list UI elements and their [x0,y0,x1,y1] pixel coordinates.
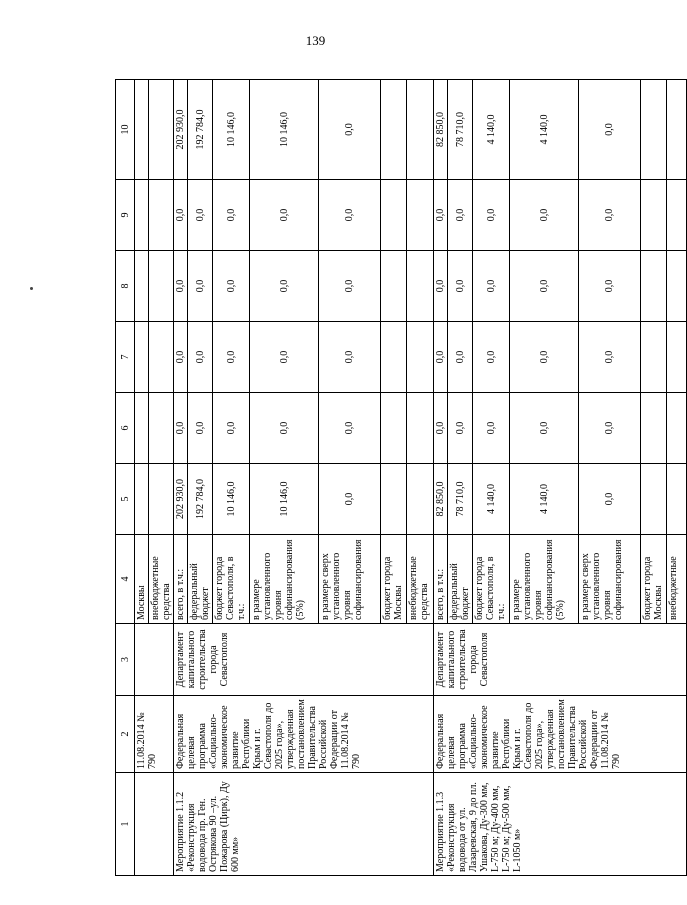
table-frame [115,80,679,876]
value-cell [407,180,434,251]
value-cell: 0,0 [174,251,188,322]
source-label: в размере установленного уровня софинансирования (5%) [510,535,579,624]
value-cell: 4 140,0 [473,80,510,180]
source-label: в размере сверх установленного уровня софинансирования [319,535,381,624]
value-cell: 0,0 [579,322,641,393]
value-cell [667,393,687,464]
value-cell [407,393,434,464]
value-cell [667,322,687,393]
source-label: внебюджетные средства [149,535,174,624]
continuation-col2: 11.08.2014 № 790 [135,696,174,773]
value-cell: 10 146,0 [250,464,319,535]
value-cell: 0,0 [510,393,579,464]
value-cell: 0,0 [174,180,188,251]
value-cell: 0,0 [473,251,510,322]
measure-row [434,80,448,876]
value-cell: 0,0 [250,180,319,251]
value-cell: 192 784,0 [188,80,213,180]
header-cell: 1 [116,773,135,876]
value-cell [667,180,687,251]
value-cell [407,80,434,180]
measure-program: Федеральная целевая программа «Социально-экономическое развитие Республики Крым и г. Севастополя до 2025 года», утвержденная постановлением Правительства Российской Федерации от 11.08.2014 № 790 [434,696,687,773]
source-label: в размере установленного уровня софинансирования (5%) [250,535,319,624]
value-cell: 0,0 [319,393,381,464]
value-cell: 10 146,0 [250,80,319,180]
value-cell: 10 146,0 [213,80,250,180]
value-cell: 0,0 [579,180,641,251]
header-cell: 4 [116,535,135,624]
value-cell [381,180,407,251]
value-cell [667,251,687,322]
value-cell [407,464,434,535]
scan-dot [30,287,33,290]
header-cell: 9 [116,180,135,251]
value-cell [381,322,407,393]
budget-table [115,79,687,876]
header-cell: 5 [116,464,135,535]
value-cell: 0,0 [510,251,579,322]
source-label: бюджет города Москвы [381,535,407,624]
value-cell [381,80,407,180]
value-cell: 0,0 [213,251,250,322]
source-label: бюджет города Севастополя, в т.ч.: [213,535,250,624]
measure-title: Мероприятие 1.1.3 «Реконструкция водовода от ул. Лазаревская, 9 до пл. Ушакова, Ду-300 мм, L-750 м; Ду-400 мм, L-750 м; Ду-500 мм, L-1050 м» [434,773,687,876]
value-cell: 0,0 [174,322,188,393]
value-cell [641,80,667,180]
value-cell: 0,0 [213,393,250,464]
value-cell: 0,0 [250,322,319,393]
value-cell: 0,0 [579,393,641,464]
value-cell [641,251,667,322]
source-label: бюджет города Севастополя, в т.ч.: [473,535,510,624]
continuation-row [135,80,149,876]
value-cell [381,393,407,464]
value-cell: 0,0 [319,464,381,535]
measure-row [174,80,188,876]
value-cell [149,251,174,322]
value-cell: 0,0 [213,180,250,251]
value-cell [135,322,149,393]
value-cell: 0,0 [579,251,641,322]
value-cell [407,251,434,322]
measure-program: Федеральная целевая программа «Социально-экономическое развитие Республики Крым и г. Севастополя до 2025 года», утвержденная постановлением Правительства Российской Федерации от 11.08.2014 № 790 [174,696,434,773]
value-cell [641,464,667,535]
value-cell [149,322,174,393]
header-cell: 6 [116,393,135,464]
header-cell: 3 [116,624,135,696]
measure-executor: Департамент капитального строительства города Севастополя [434,624,687,696]
source-label: в размере сверх установленного уровня софинансирования [579,535,641,624]
value-cell: 0,0 [250,251,319,322]
value-cell: 4 140,0 [510,80,579,180]
value-cell: 0,0 [250,393,319,464]
value-cell: 0,0 [579,464,641,535]
value-cell: 0,0 [188,180,213,251]
value-cell: 0,0 [473,180,510,251]
measure-executor: Департамент капитального строительства города Севастополя [174,624,434,696]
value-cell: 0,0 [473,322,510,393]
value-cell: 0,0 [579,80,641,180]
value-cell: 0,0 [319,251,381,322]
value-cell [149,393,174,464]
value-cell [641,180,667,251]
value-cell: 0,0 [473,393,510,464]
value-cell [135,180,149,251]
value-cell: 82 850,0 [434,80,448,180]
value-cell: 202 930,0 [174,80,188,180]
source-label: внебюджетные средства [407,535,434,624]
value-cell: 0,0 [510,180,579,251]
source-label: федеральный бюджет [188,535,213,624]
source-label: Москвы [135,535,149,624]
value-cell: 0,0 [434,393,448,464]
value-cell: 4 140,0 [510,464,579,535]
header-row [116,80,135,876]
source-label: внебюджетные [667,535,687,624]
value-cell: 0,0 [434,251,448,322]
value-cell [641,322,667,393]
value-cell [149,180,174,251]
source-label: бюджет города Москвы [641,535,667,624]
value-cell: 78 710,0 [448,80,473,180]
value-cell: 82 850,0 [434,464,448,535]
continuation-col3 [135,624,174,696]
value-cell: 0,0 [319,322,381,393]
measure-title: Мероприятие 1.1.2 «Реконструкция водовода пр. Ген. Острякова 90 –ул. Пожарова (Цирк), Ду 600 мм» [174,773,434,876]
value-cell: 0,0 [510,322,579,393]
value-cell [135,251,149,322]
value-cell: 0,0 [188,393,213,464]
value-cell: 0,0 [174,393,188,464]
value-cell [135,80,149,180]
value-cell: 4 140,0 [473,464,510,535]
value-cell: 10 146,0 [213,464,250,535]
value-cell: 0,0 [448,251,473,322]
value-cell [149,464,174,535]
source-label: всего, в т.ч.: [434,535,448,624]
header-cell: 10 [116,80,135,180]
page-number: 139 [305,33,326,48]
value-cell [667,80,687,180]
value-cell: 0,0 [448,322,473,393]
value-cell: 0,0 [448,180,473,251]
header-cell: 7 [116,322,135,393]
value-cell: 0,0 [448,393,473,464]
source-label: всего, в т.ч.: [174,535,188,624]
value-cell [407,322,434,393]
value-cell: 0,0 [434,180,448,251]
value-cell [135,464,149,535]
value-cell: 0,0 [188,322,213,393]
value-cell [667,464,687,535]
source-label: федеральный бюджет [448,535,473,624]
value-cell: 202 930,0 [174,464,188,535]
value-cell: 0,0 [434,322,448,393]
value-cell: 0,0 [213,322,250,393]
continuation-col1 [135,773,174,876]
value-cell [149,80,174,180]
value-cell: 0,0 [319,180,381,251]
header-cell: 8 [116,251,135,322]
value-cell [641,393,667,464]
value-cell [381,464,407,535]
value-cell: 0,0 [319,80,381,180]
value-cell [381,251,407,322]
value-cell [135,393,149,464]
header-cell: 2 [116,696,135,773]
value-cell: 0,0 [188,251,213,322]
value-cell: 192 784,0 [188,464,213,535]
value-cell: 78 710,0 [448,464,473,535]
